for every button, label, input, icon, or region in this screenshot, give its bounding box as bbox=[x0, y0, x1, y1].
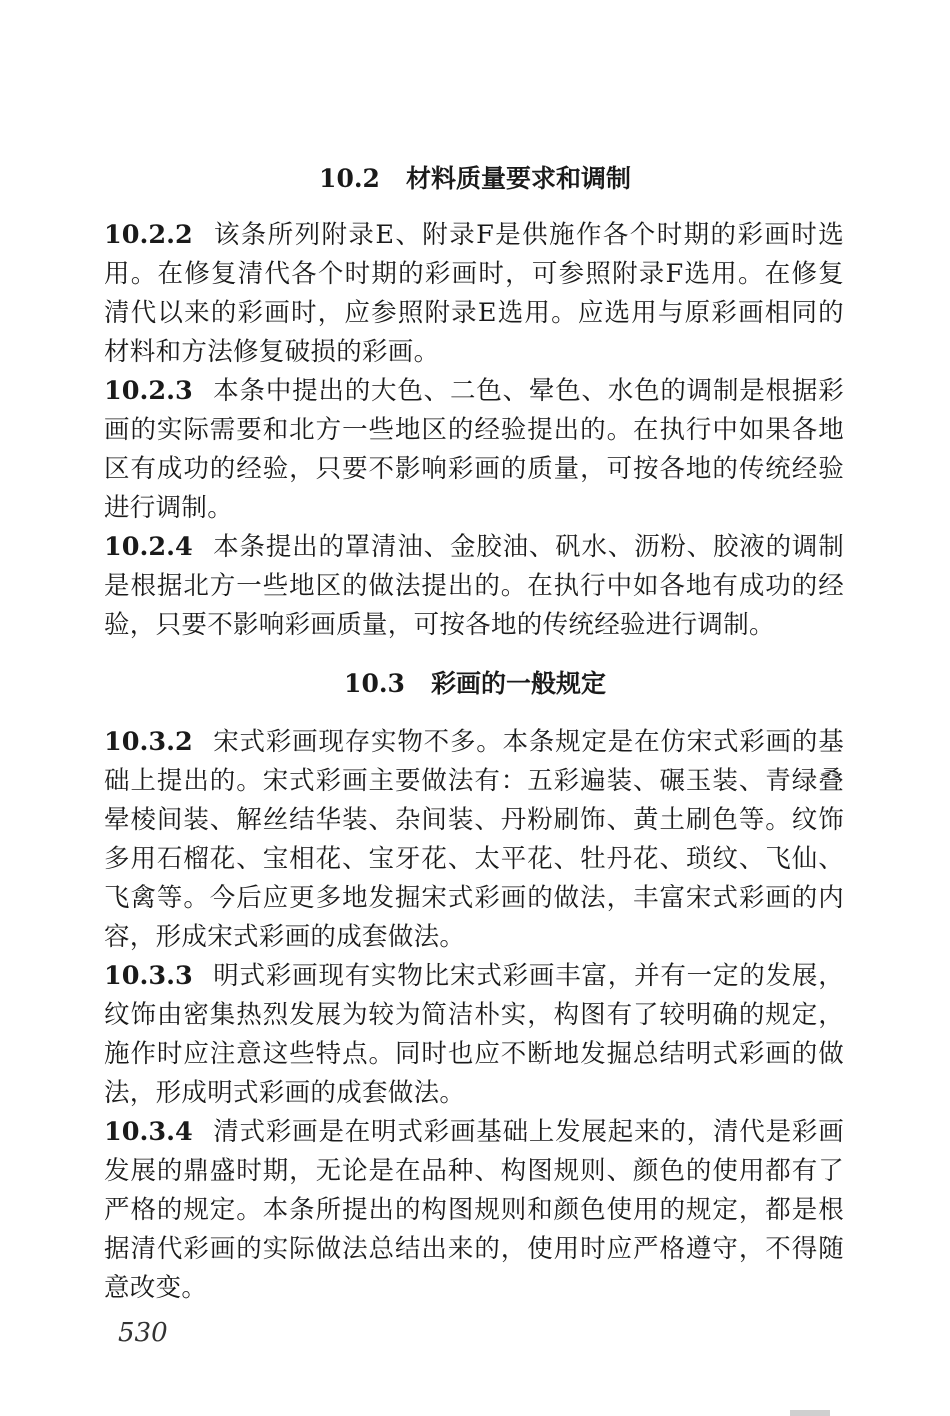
clause-number: 10.2.3 bbox=[104, 376, 193, 406]
clause-text: 宋式彩画现存实物不多。本条规定是在仿宋式彩画的基础上提出的。宋式彩画主要做法有：五彩遍装、碾玉装、青绿叠晕棱间装、解丝结华装、杂间装、丹粉刷饰、黄土刷色等。纹饰多用石榴花、宝相花、宝牙花、太平花、牡丹花、琐纹、飞仙、飞禽等。今后应更多地发掘宋式彩画的做法，丰富宋式彩画的内容，形成宋式彩画的成套做法。 bbox=[104, 727, 844, 952]
page-number: 530 bbox=[118, 1318, 168, 1348]
clause-10-2-3 bbox=[104, 372, 844, 528]
clause-10-3-2 bbox=[104, 723, 844, 957]
clause-text: 明式彩画现有实物比宋式彩画丰富，并有一定的发展，纹饰由密集热烈发展为较为简洁朴实，构图有了较明确的规定，施作时应注意这些特点。同时也应不断地发掘总结明式彩画的做法，形成明式彩画的成套做法。 bbox=[104, 961, 844, 1108]
clause-10-2-4 bbox=[104, 528, 844, 645]
scan-edge-mark bbox=[790, 1410, 830, 1416]
clause-number: 10.3.4 bbox=[104, 1117, 193, 1147]
section-title: 彩画的一般规定 bbox=[430, 669, 606, 698]
clause-10-3-3 bbox=[104, 957, 844, 1113]
clause-text: 该条所列附录E、附录F是供施作各个时期的彩画时选用。在修复清代各个时期的彩画时，可参照附录F选用。在修复清代以来的彩画时，应参照附录E选用。应选用与原彩画相同的材料和方法修复破损的彩画。 bbox=[104, 220, 844, 367]
clause-text: 本条提出的罩清油、金胶油、矾水、沥粉、胶液的调制是根据北方一些地区的做法提出的。在执行中如各地有成功的经验，只要不影响彩画质量，可按各地的传统经验进行调制。 bbox=[104, 532, 844, 640]
clause-number: 10.2.2 bbox=[104, 220, 193, 250]
clause-10-3-4 bbox=[104, 1113, 844, 1308]
section-number: 10.3 bbox=[344, 669, 405, 698]
section-heading-10-3 bbox=[0, 666, 950, 702]
section-number: 10.2 bbox=[319, 164, 380, 193]
clause-text: 本条中提出的大色、二色、晕色、水色的调制是根据彩画的实际需要和北方一些地区的经验提出的。在执行中如果各地区有成功的经验，只要不影响彩画的质量，可按各地的传统经验进行调制。 bbox=[104, 376, 844, 523]
section-title: 材料质量要求和调制 bbox=[405, 164, 631, 193]
clause-number: 10.3.2 bbox=[104, 727, 193, 757]
clause-number: 10.2.4 bbox=[104, 532, 193, 562]
clause-number: 10.3.3 bbox=[104, 961, 193, 991]
clause-text: 清式彩画是在明式彩画基础上发展起来的，清代是彩画发展的鼎盛时期，无论是在品种、构图规则、颜色的使用都有了严格的规定。本条所提出的构图规则和颜色使用的规定，都是根据清代彩画的实际做法总结出来的，使用时应严格遵守，不得随意改变。 bbox=[104, 1117, 844, 1303]
clause-10-2-2 bbox=[104, 216, 844, 372]
section-heading-10-2 bbox=[0, 161, 950, 197]
